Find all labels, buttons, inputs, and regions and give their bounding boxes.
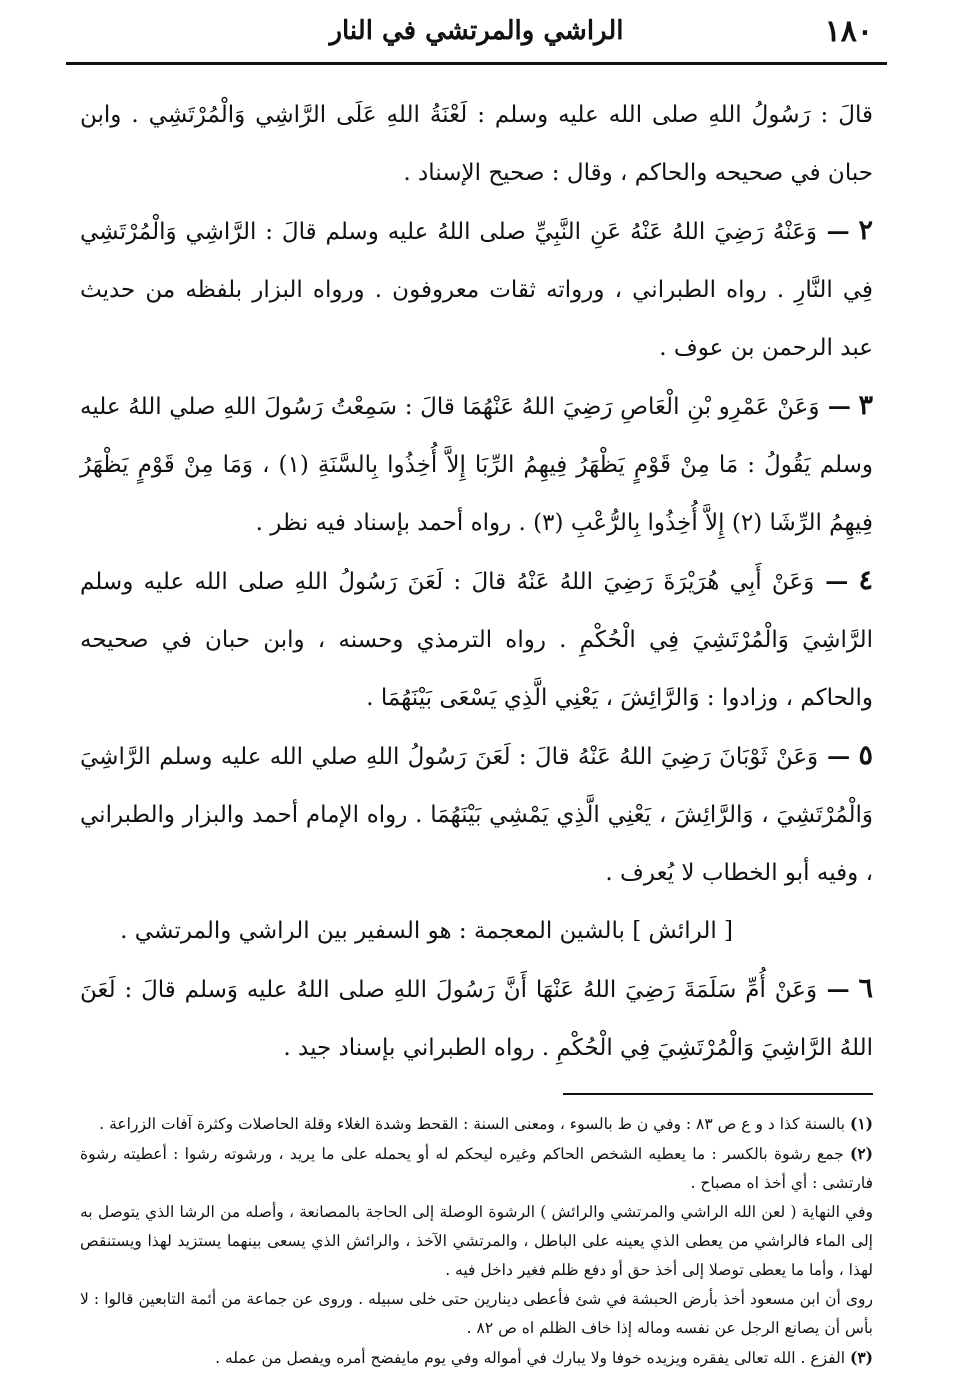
dash: — [818, 743, 851, 770]
footnotes [80, 1109, 873, 1373]
dash: — [814, 568, 849, 595]
hadith-2 [80, 202, 873, 377]
page-header [80, 0, 873, 58]
header-rule [66, 62, 887, 65]
dash: — [817, 218, 850, 245]
footnote-text: الفزع . الله تعالى يفقره ويزيده خوفا ولا يبارك في أمواله وفي يوم مايفضح أمره ويفصل من عمله . [215, 1349, 846, 1367]
footnote-text: بالسنة كذا د و ع ص ٨٣ : وفي ن ط بالسوء ، ومعنى السنة : القحط وشدة الغلاء وقلة الحاصلات وكثرة آفات الزراعة . [99, 1115, 846, 1133]
footnote-text: روى أن ابن مسعود أخذ بأرض الحبشة في شئ فأعطى دينارين حتى خلى سبيله . وروى عن جماعة من أئمة التابعين قالوا : لا بأس أن يصانع الرجل عن نفسه وماله إذا خاف الظلم اه ص ٨٢ . [80, 1290, 873, 1337]
footnote-2 [80, 1139, 873, 1198]
hadith-text: وَعَنْ عَمْرِو بْنِ الْعَاصِ رَضِيَ اللهُ عَنْهُمَا قالَ : سَمِعْتُ رَسُولَ اللهِ صلي اللهُ عليه وسلم يَقُولُ : مَا مِنْ قَوْمٍ يَظْهَرُ فِيهِمُ الرِّبَا إِلاَّ أُخِذُوا بِالسَّنَةِ (١) ، وَمَا مِنْ قَوْمٍ يَظْهَرُ فِيهِمُ الرِّشَا (٢) إِلاَّ أُخِذُوا بِالرُّعْبِ (٣) . رواه أحمد بإسناد فيه نظر . [80, 394, 873, 536]
glossary-note: [ الرائش ] بالشين المعجمة : هو السفير بين الراشي والمرتشي . [120, 918, 733, 944]
hadith-4 [80, 552, 873, 727]
footnote-mark: (٢) [849, 1144, 873, 1163]
hadith-text: وَعَنْ أُمِّ سَلَمَةَ رَضِيَ اللهُ عَنْهَا أَنَّ رَسُولَ اللهِ صلى اللهُ عليه وَسلم قالَ : لَعَنَ اللهُ الرَّاشِيَ وَالْمُرْتَشِيَ فِي الْحُكْمِ . رواه الطبراني بإسناد جيد . [80, 977, 873, 1061]
footnote-mark: (١) [849, 1114, 873, 1133]
running-title: الراشي والمرتشي في النار [329, 16, 624, 46]
hadith-text: وَعَنْ ثَوْبَانَ رَضِيَ اللهُ عَنْهُ قالَ : لَعَنَ رَسُولُ اللهِ صلي الله عليه وسلم الرَّاشِيَ وَالْمُرْتَشِيَ ، وَالرَّائِشَ ، يَعْنِي الَّذِي يَمْشِي بَيْنَهُمَا . رواه الإمام أحمد والبزار والطبراني ، وفيه أبو الخطاب لا يُعرف . [80, 744, 873, 886]
hadith-number: ٢ [858, 215, 873, 246]
footnote-text: وفي النهاية ( لعن الله الراشي والمرتشي والرائش ) الرشوة الوصلة إلى الحاجة بالمصانعة ، وأصله من الرشا الذي يتوصل به إلى الماء فالراشي من يعطى الذي يعينه على الباطل ، والمرتشي الآخذ ، والرائش الذي يسعى بينهما يستزيد لهذا ويستنقص لهذا ، وأما ما يعطى توصلا إلى أخذ حق أو دفع ظلم فغير داخل فيه . [80, 1203, 873, 1279]
footnote-mark: (٣) [849, 1348, 873, 1367]
intro-paragraph: قالَ : رَسُولُ اللهِ صلى الله عليه وسلم : لَعْنَةُ اللهِ عَلَى الرَّاشِي وَالْمُرْتَشِي . وابن حبان في صحيحه والحاكم ، وقال : صحيح الإسناد . [80, 102, 873, 186]
hadith-number: ٦ [858, 973, 874, 1004]
footnote-3 [80, 1343, 873, 1373]
page-number: ١٨٠ [824, 14, 873, 49]
hadith-3 [80, 377, 873, 552]
footnote-text: جمع رشوة بالكسر : ما يعطيه الشخص الحاكم وغيره ليحكم له أو يحمله على ما يريد ، ورشوته رشوا : أعطيته رشوة فارتشى : أي أخذ اه مصباح . [80, 1145, 873, 1192]
dash: — [817, 976, 850, 1003]
hadith-number: ٤ [858, 565, 874, 596]
footnote-2-continued-2 [80, 1285, 873, 1343]
dash: — [819, 393, 851, 420]
footnote-1 [80, 1109, 873, 1139]
hadith-text: وَعَنْ أَبِي هُرَيْرَةَ رَضِيَ اللهُ عَنْهُ قالَ : لَعَنَ رَسُولُ اللهِ صلى الله عليه وسلم الرَّاشِيَ وَالْمُرْتَشِيَ فِي الْحُكْمِ . رواه الترمذي وحسنه ، وابن حبان في صحيحه والحاكم ، وزادوا : وَالرَّائِشَ ، يَعْنِي الَّذِي يَسْعَى بَيْنَهُمَا . [80, 569, 873, 711]
hadith-text: وَعَنْهُ رَضِيَ اللهُ عَنْهُ عَنِ النَّبِيِّ صلى اللهُ عليه وسلم قالَ : الرَّاشِي وَالْمُرْتَشِي فِي النَّارِ . رواه الطبراني ، ورواته ثقات معروفون . ورواه البزار بلفظه من حديث عبد الرحمن بن عوف . [80, 219, 873, 361]
hadith-5 [80, 727, 873, 902]
hadith-number: ٣ [858, 390, 874, 421]
footnote-2-continued [80, 1198, 873, 1285]
main-text [80, 58, 873, 1077]
hadith-6 [80, 960, 873, 1077]
footnote-rule [563, 1093, 873, 1095]
hadith-number: ٥ [858, 740, 873, 771]
